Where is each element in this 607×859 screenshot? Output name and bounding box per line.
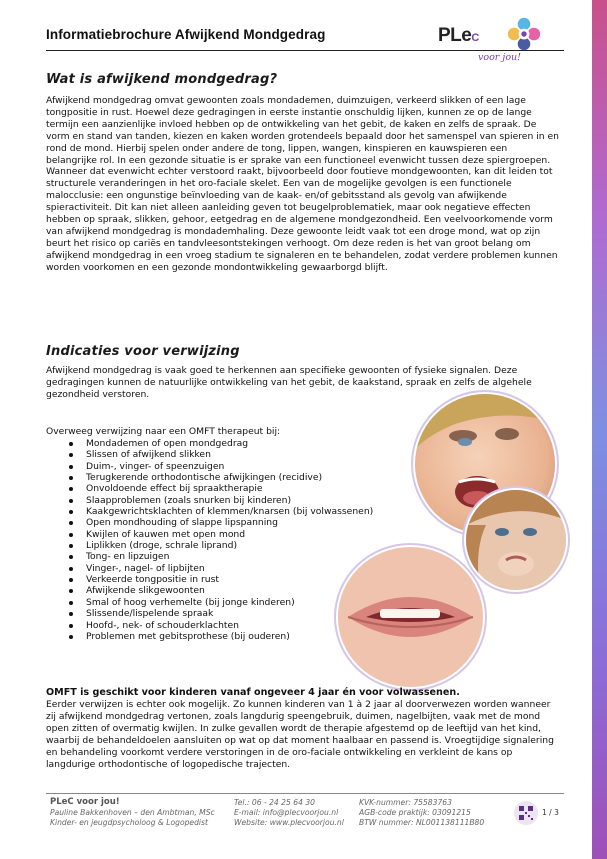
page-footer [46, 793, 564, 833]
indication-item: Open mondhouding of slappe lipspanning [67, 517, 447, 528]
footer-website[interactable]: Website: www.plecvoorjou.nl [234, 817, 344, 827]
footer-role: Kinder- en jeugdpsycholoog & Logopedist [50, 817, 208, 827]
indication-item: Mondademen of open mondgedrag [67, 438, 447, 449]
section-what-body: Afwijkend mondgedrag omvat gewoonten zoals mondademen, duimzuigen, verkeerd slikken of een lage tongpositie in rust. Hoewel deze gedragingen in eerste instantie onschuldig lijken, kunnen ze op de lange termijn een aanzienlijke invloed hebben op de ontwikkeling van het gebit, de kaken en zelfs de spraak. De vorm en stand van tanden, kiezen en kaken worden grotendeels bepaald door het samenspel van spieren in en rond de mond. Hierbij spelen onder andere de tong, lippen, wangen, kinspieren en kauwspieren een belangrijke rol. In een gezonde situatie is er sprake van een functioneel evenwicht tussen deze spiergroepen. Wanneer dat evenwicht echter verstoord raakt, bijvoorbeeld door foutieve mondgewoonten, kan dit leiden tot structurele veranderingen in het oro-faciale skelet. Een van de mogelijke gevolgen is een functionele malocclusie: een ongunstige beïnvloeding van de kaak- en/of gebitsstand als gevolg van afwijkende spieractiviteit. Dit kan niet alleen aanleiding geven tot beugelproblematiek, maar ook negatieve effecten hebben op spraak, slikken, gehoor, eetgedrag en de algemene mondgezondheid. Een veelvoorkomende vorm van afwijkend mondgedrag is mondademhaling. Deze gewoonte leidt vaak tot een droge mond, wat op zijn beurt het risico op cariës en tandvleesontstekingen verhoogt. Om deze reden is het van groot belang om afwijkend mondgedrag in een vroeg stadium te signaleren en te behandelen, zodat verdere problemen kunnen worden voorkomen en een gezonde mondontwikkeling gewaarborgd blijft. [46, 95, 559, 273]
indication-item: Tong- en lipzuigen [67, 551, 447, 562]
document-title: Informatiebrochure Afwijkend Mondgedrag [46, 27, 326, 42]
indication-item: Problemen met gebitsprothese (bij ouderen) [67, 631, 447, 642]
indication-item: Duim-, vinger- of speenzuigen [67, 461, 447, 472]
photo-girl-nail-biting [466, 490, 566, 590]
indication-item: Hoofd-, nek- of schouderklachten [67, 620, 447, 631]
footer-email[interactable]: E-mail: info@plecvoorjou.nl [234, 807, 339, 817]
indications-intro: Afwijkend mondgedrag is vaak goed te herkennen aan specifieke gewoonten of fysieke signalen. Deze gedragingen kunnen de natuurlijke ontwikkeling van het gebit, de kaakstand, spraak en zelfs de algehele gezondheid verstoren. [46, 365, 532, 400]
decorative-edge-stripe [589, 0, 607, 859]
girl-face-illustration [466, 490, 566, 590]
indication-item: Vinger-, nagel- of lipbijten [67, 563, 447, 574]
indication-item: Smal of hoog verhemelte (bij jonge kinderen) [67, 597, 447, 608]
footer-practice [50, 798, 215, 827]
footer-registration [359, 798, 484, 827]
section-heading-what: Wat is afwijkend mondgedrag? [46, 72, 278, 87]
flower-icon [506, 16, 542, 52]
plec-logo [438, 14, 548, 66]
section-heading-indications: Indicaties voor verwijzing [46, 344, 240, 359]
omft-age-statement: OMFT is geschikt voor kinderen vanaf ongeveer 4 jaar én voor volwassenen. [46, 687, 460, 698]
logo-text-c: C [471, 32, 479, 44]
logo-wordmark [438, 25, 479, 47]
indication-item: Slissen of afwijkend slikken [67, 449, 447, 460]
indication-item: Verkeerde tongpositie in rust [67, 574, 447, 585]
indication-item: Slaapproblemen (zoals snurken bij kinderen) [67, 495, 447, 506]
footer-brand: PLeC voor jou! [50, 797, 120, 807]
footer-tel: Tel.: 06 - 24 25 64 30 [234, 798, 315, 807]
footer-agb: AGB-code praktijk: 03091215 [359, 807, 471, 817]
footer-btw: BTW nummer: NL001138111B80 [359, 817, 485, 827]
indication-item: Onvoldoende effect bij spraaktherapie [67, 483, 447, 494]
indication-item: Slissende/lispelende spraak [67, 608, 447, 619]
indication-item: Kaakgewrichtsklachten of klemmen/knarsen (bij volwassenen) [67, 506, 447, 517]
logo-text-main: PLe [438, 25, 472, 46]
omft-body: Eerder verwijzen is echter ook mogelijk. Zo kunnen kinderen van 1 à 2 jaar al doorverwezen worden wanneer zij afwijkend mondgedrag vertonen, zoals langdurig speengebruik, duimen, nagelbijten, vaak met de mond open zitten of overmatig kwijlen. In zulke gevallen wordt de therapie afgestemd op de leeftijd van het kind, waarbij de behandeldoelen aansluiten op wat op dat moment haalbaar en passend is. Vroegtijdige signalering en behandeling voorkomt verdere verstoringen in de oro-faciale ontwikkeling en verkleint de kans op langdurige orthodontische of logopedische trajecten. [46, 699, 554, 770]
page-number: 1 / 3 [542, 808, 559, 817]
footer-kvk: KVK-nummer: 75583763 [359, 798, 452, 807]
footer-contact [234, 798, 344, 827]
indications-lead: Overweeg verwijzing naar een OMFT therapeut bij: [46, 426, 281, 437]
footer-name: Pauline Bakkenhoven – den Ambtman, MSc [50, 807, 215, 817]
qr-code-icon [514, 801, 538, 825]
lips-illustration [338, 547, 483, 687]
logo-tagline: voor jou! [478, 52, 521, 63]
photo-lips-closeup [338, 547, 483, 687]
indication-item: Kwijlen of kauwen met open mond [67, 529, 447, 540]
indication-item: Afwijkende slikgewoonten [67, 585, 447, 596]
indication-item: Liplikken (droge, schrale liprand) [67, 540, 447, 551]
indication-item: Terugkerende orthodontische afwijkingen (recidive) [67, 472, 447, 483]
